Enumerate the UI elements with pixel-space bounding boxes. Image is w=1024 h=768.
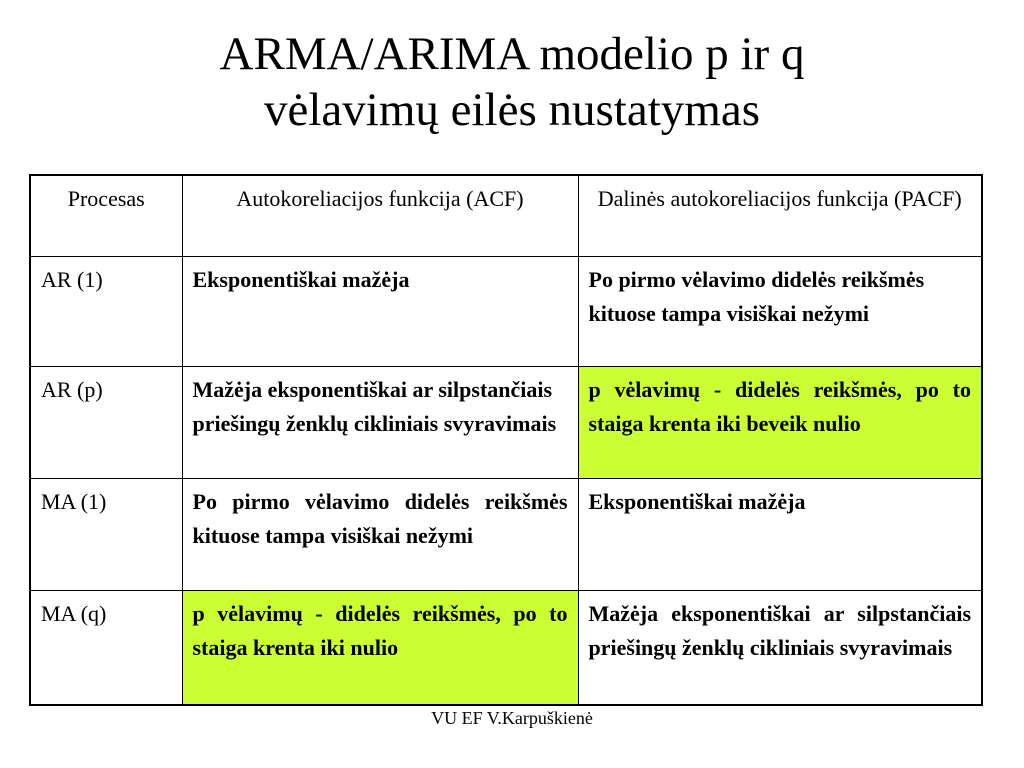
header-process: Procesas bbox=[30, 175, 182, 257]
footer-author: VU EF V.Karpuškienė bbox=[431, 708, 593, 728]
cell-pacf: Eksponentiškai mažėja bbox=[578, 479, 982, 591]
slide-title bbox=[0, 26, 1024, 138]
table-row bbox=[30, 591, 982, 705]
cell-pacf-highlighted: p vėlavimų - didelės reikšmės, po to staiga krenta iki beveik nulio bbox=[578, 367, 982, 479]
cell-process: MA (1) bbox=[30, 479, 182, 591]
header-acf: Autokoreliacijos funkcija (ACF) bbox=[182, 175, 578, 257]
cell-process: AR (1) bbox=[30, 257, 182, 367]
slide-title-line-1: ARMA/ARIMA modelio p ir q bbox=[219, 28, 805, 80]
cell-acf-highlighted: p vėlavimų - didelės reikšmės, po to staiga krenta iki nulio bbox=[182, 591, 578, 705]
cell-process: AR (p) bbox=[30, 367, 182, 479]
table-row bbox=[30, 479, 982, 591]
table-row bbox=[30, 367, 982, 479]
table-header-row bbox=[30, 175, 982, 257]
cell-pacf: Mažėja eksponentiškai ar silpstančiais priešingų ženklų cikliniais svyravimais bbox=[578, 591, 982, 705]
cell-acf: Po pirmo vėlavimo didelės reikšmės kituose tampa visiškai nežymi bbox=[182, 479, 578, 591]
acf-pacf-table bbox=[29, 174, 983, 706]
header-pacf: Dalinės autokoreliacijos funkcija (PACF) bbox=[578, 175, 982, 257]
cell-pacf: Po pirmo vėlavimo didelės reikšmės kituose tampa visiškai nežymi bbox=[578, 257, 982, 367]
slide-title-line-2: vėlavimų eilės nustatymas bbox=[263, 84, 760, 136]
table-row bbox=[30, 257, 982, 367]
cell-acf: Eksponentiškai mažėja bbox=[182, 257, 578, 367]
cell-acf: Mažėja eksponentiškai ar silpstančiais priešingų ženklų cikliniais svyravimais bbox=[182, 367, 578, 479]
cell-process: MA (q) bbox=[30, 591, 182, 705]
